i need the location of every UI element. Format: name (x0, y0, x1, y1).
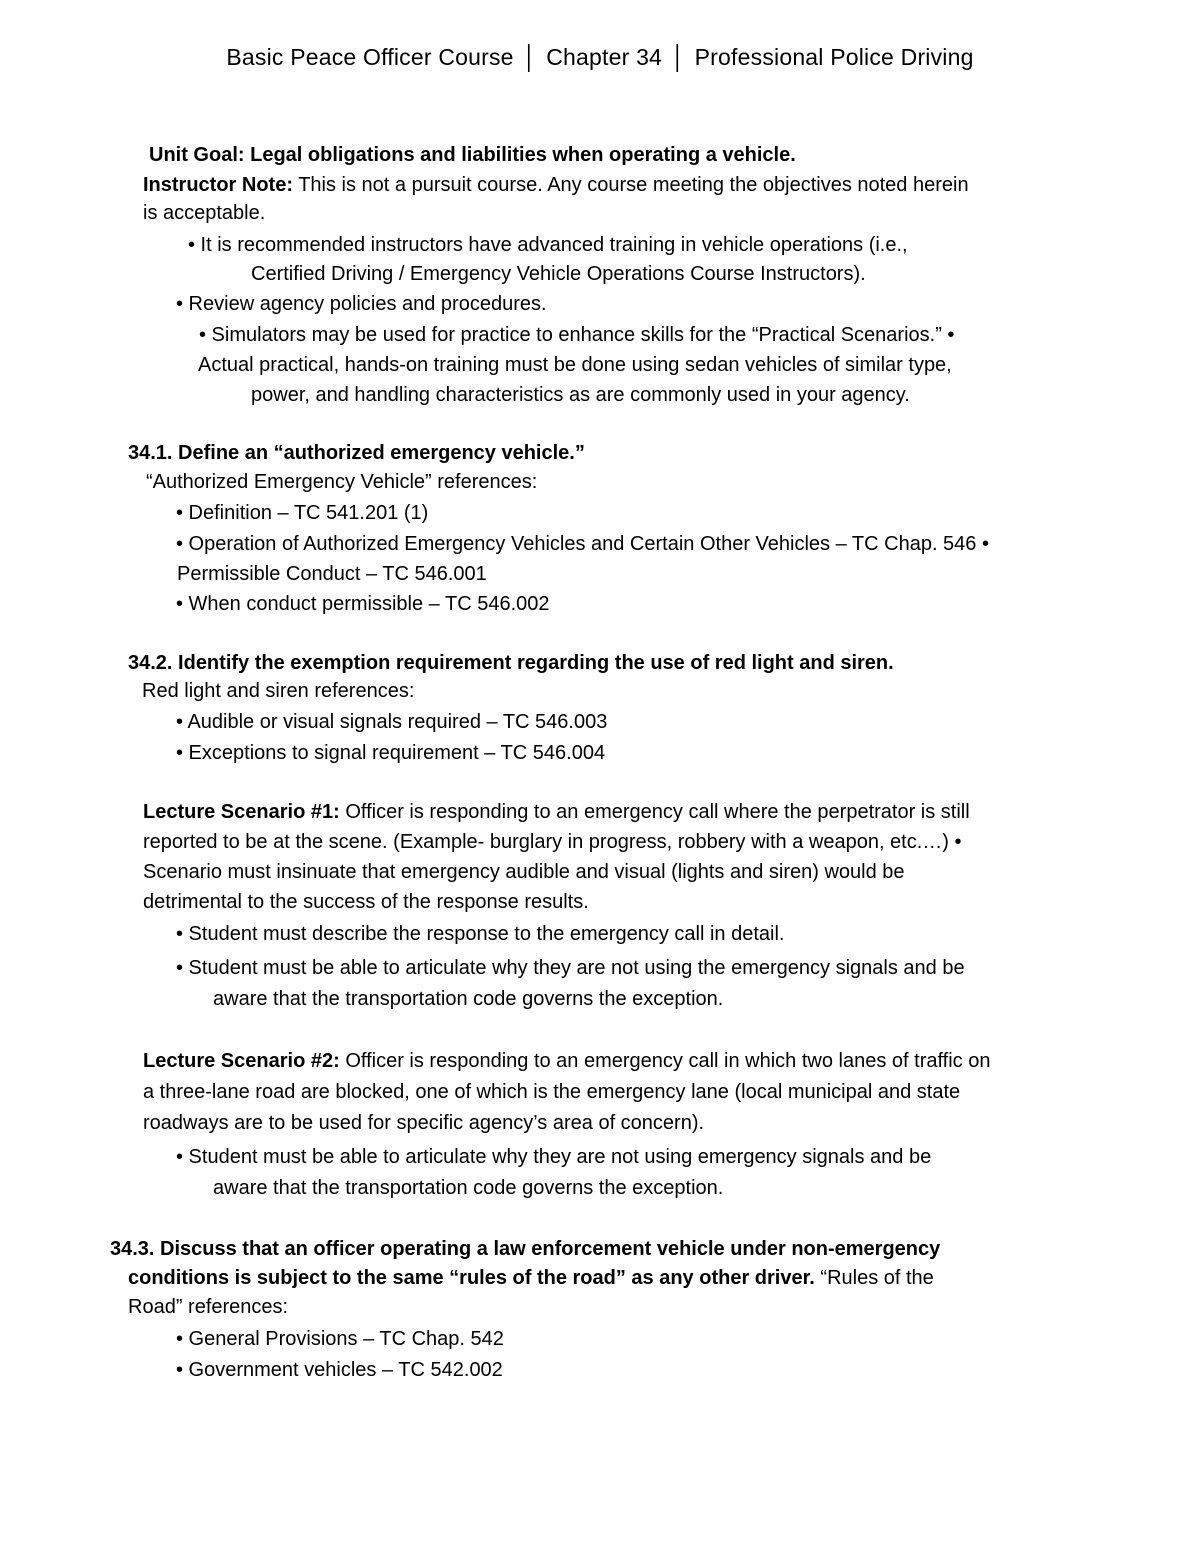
scenario-text: roadways are to be used for specific agency’s area of concern). (143, 1112, 705, 1134)
list-item: • Operation of Authorized Emergency Vehicles and Certain Other Vehicles – TC Chap. 546 • (176, 533, 989, 555)
header-title: Professional Police Driving (694, 44, 974, 70)
header-separator: │ (671, 44, 686, 70)
header-course: Basic Peace Officer Course (226, 44, 514, 70)
list-item: • Simulators may be used for practice to enhance skills for the “Practical Scenarios.” • (199, 324, 955, 346)
page-header (0, 44, 1200, 71)
list-item: • Government vehicles – TC 542.002 (176, 1359, 503, 1381)
section-intro: Red light and siren references: (142, 680, 415, 702)
scenario-text: Officer is responding to an emergency call in which two lanes of traffic on (345, 1050, 991, 1072)
list-item: • It is recommended instructors have advanced training in vehicle operations (i.e., (188, 234, 908, 256)
list-item: • General Provisions – TC Chap. 542 (176, 1328, 504, 1350)
list-item: • Student must describe the response to the emergency call in detail. (176, 923, 785, 945)
list-item: • Audible or visual signals required – TC 546.003 (176, 711, 608, 733)
section-heading: 34.3. Discuss that an officer operating a law enforcement vehicle under non-emergency (110, 1238, 941, 1260)
unit-goal-text: Legal obligations and liabilities when operating a vehicle. (250, 144, 796, 166)
section-heading (128, 1265, 934, 1291)
instructor-note-text: This is not a pursuit course. Any course meeting the objectives noted herein (298, 174, 969, 196)
scenario-2 (143, 1048, 990, 1074)
list-item: • Exceptions to signal requirement – TC 546.004 (176, 742, 606, 764)
unit-goal (149, 142, 796, 168)
list-item: Permissible Conduct – TC 546.001 (177, 563, 487, 585)
section-intro: “Authorized Emergency Vehicle” references: (146, 471, 538, 493)
list-item: • Definition – TC 541.201 (1) (176, 502, 429, 524)
section-intro: “Rules of the (820, 1267, 934, 1289)
list-item: • Student must be able to articulate why they are not using emergency signals and be (176, 1146, 932, 1168)
instructor-note-label: Instructor Note: (143, 174, 293, 196)
list-item: Actual practical, hands-on training must be done using sedan vehicles of similar type, (198, 354, 952, 376)
list-item: • Student must be able to articulate why they are not using the emergency signals and be (176, 957, 965, 979)
scenario-label-colon: : (333, 1050, 340, 1072)
scenario-text: reported to be at the scene. (Example- burglary in progress, robbery with a weapon, etc.…) • (143, 831, 962, 853)
header-separator: │ (522, 44, 538, 70)
section-heading-text: conditions is subject to the same “rules of the road” as any other driver. (128, 1267, 815, 1289)
section-intro: Road” references: (128, 1296, 289, 1318)
scenario-label: Lecture Scenario #2 (143, 1050, 334, 1072)
list-item: power, and handling characteristics as are commonly used in your agency. (251, 384, 910, 406)
list-item: • Review agency policies and procedures. (176, 293, 547, 315)
list-item: • When conduct permissible – TC 546.002 (176, 593, 550, 615)
list-item: aware that the transportation code governs the exception. (213, 1177, 724, 1199)
scenario-text: a three-lane road are blocked, one of which is the emergency lane (local municipal and state (143, 1081, 961, 1103)
instructor-note (143, 172, 969, 198)
scenario-text: Scenario must insinuate that emergency audible and visual (lights and siren) would be (143, 861, 905, 883)
scenario-label: Lecture Scenario #1: (143, 801, 340, 823)
unit-goal-label: Unit Goal: (149, 144, 245, 166)
instructor-note-text: is acceptable. (143, 202, 266, 224)
scenario-text: Officer is responding to an emergency call where the perpetrator is still (345, 801, 970, 823)
section-heading: 34.1. Define an “authorized emergency vehicle.” (128, 442, 585, 464)
section-heading: 34.2. Identify the exemption requirement regarding the use of red light and siren. (128, 652, 894, 674)
header-chapter: Chapter 34 (546, 44, 663, 70)
scenario-text: detrimental to the success of the response results. (143, 891, 589, 913)
list-item: Certified Driving / Emergency Vehicle Operations Course Instructors). (251, 263, 866, 285)
list-item: aware that the transportation code governs the exception. (213, 988, 724, 1010)
scenario-1 (143, 799, 970, 825)
